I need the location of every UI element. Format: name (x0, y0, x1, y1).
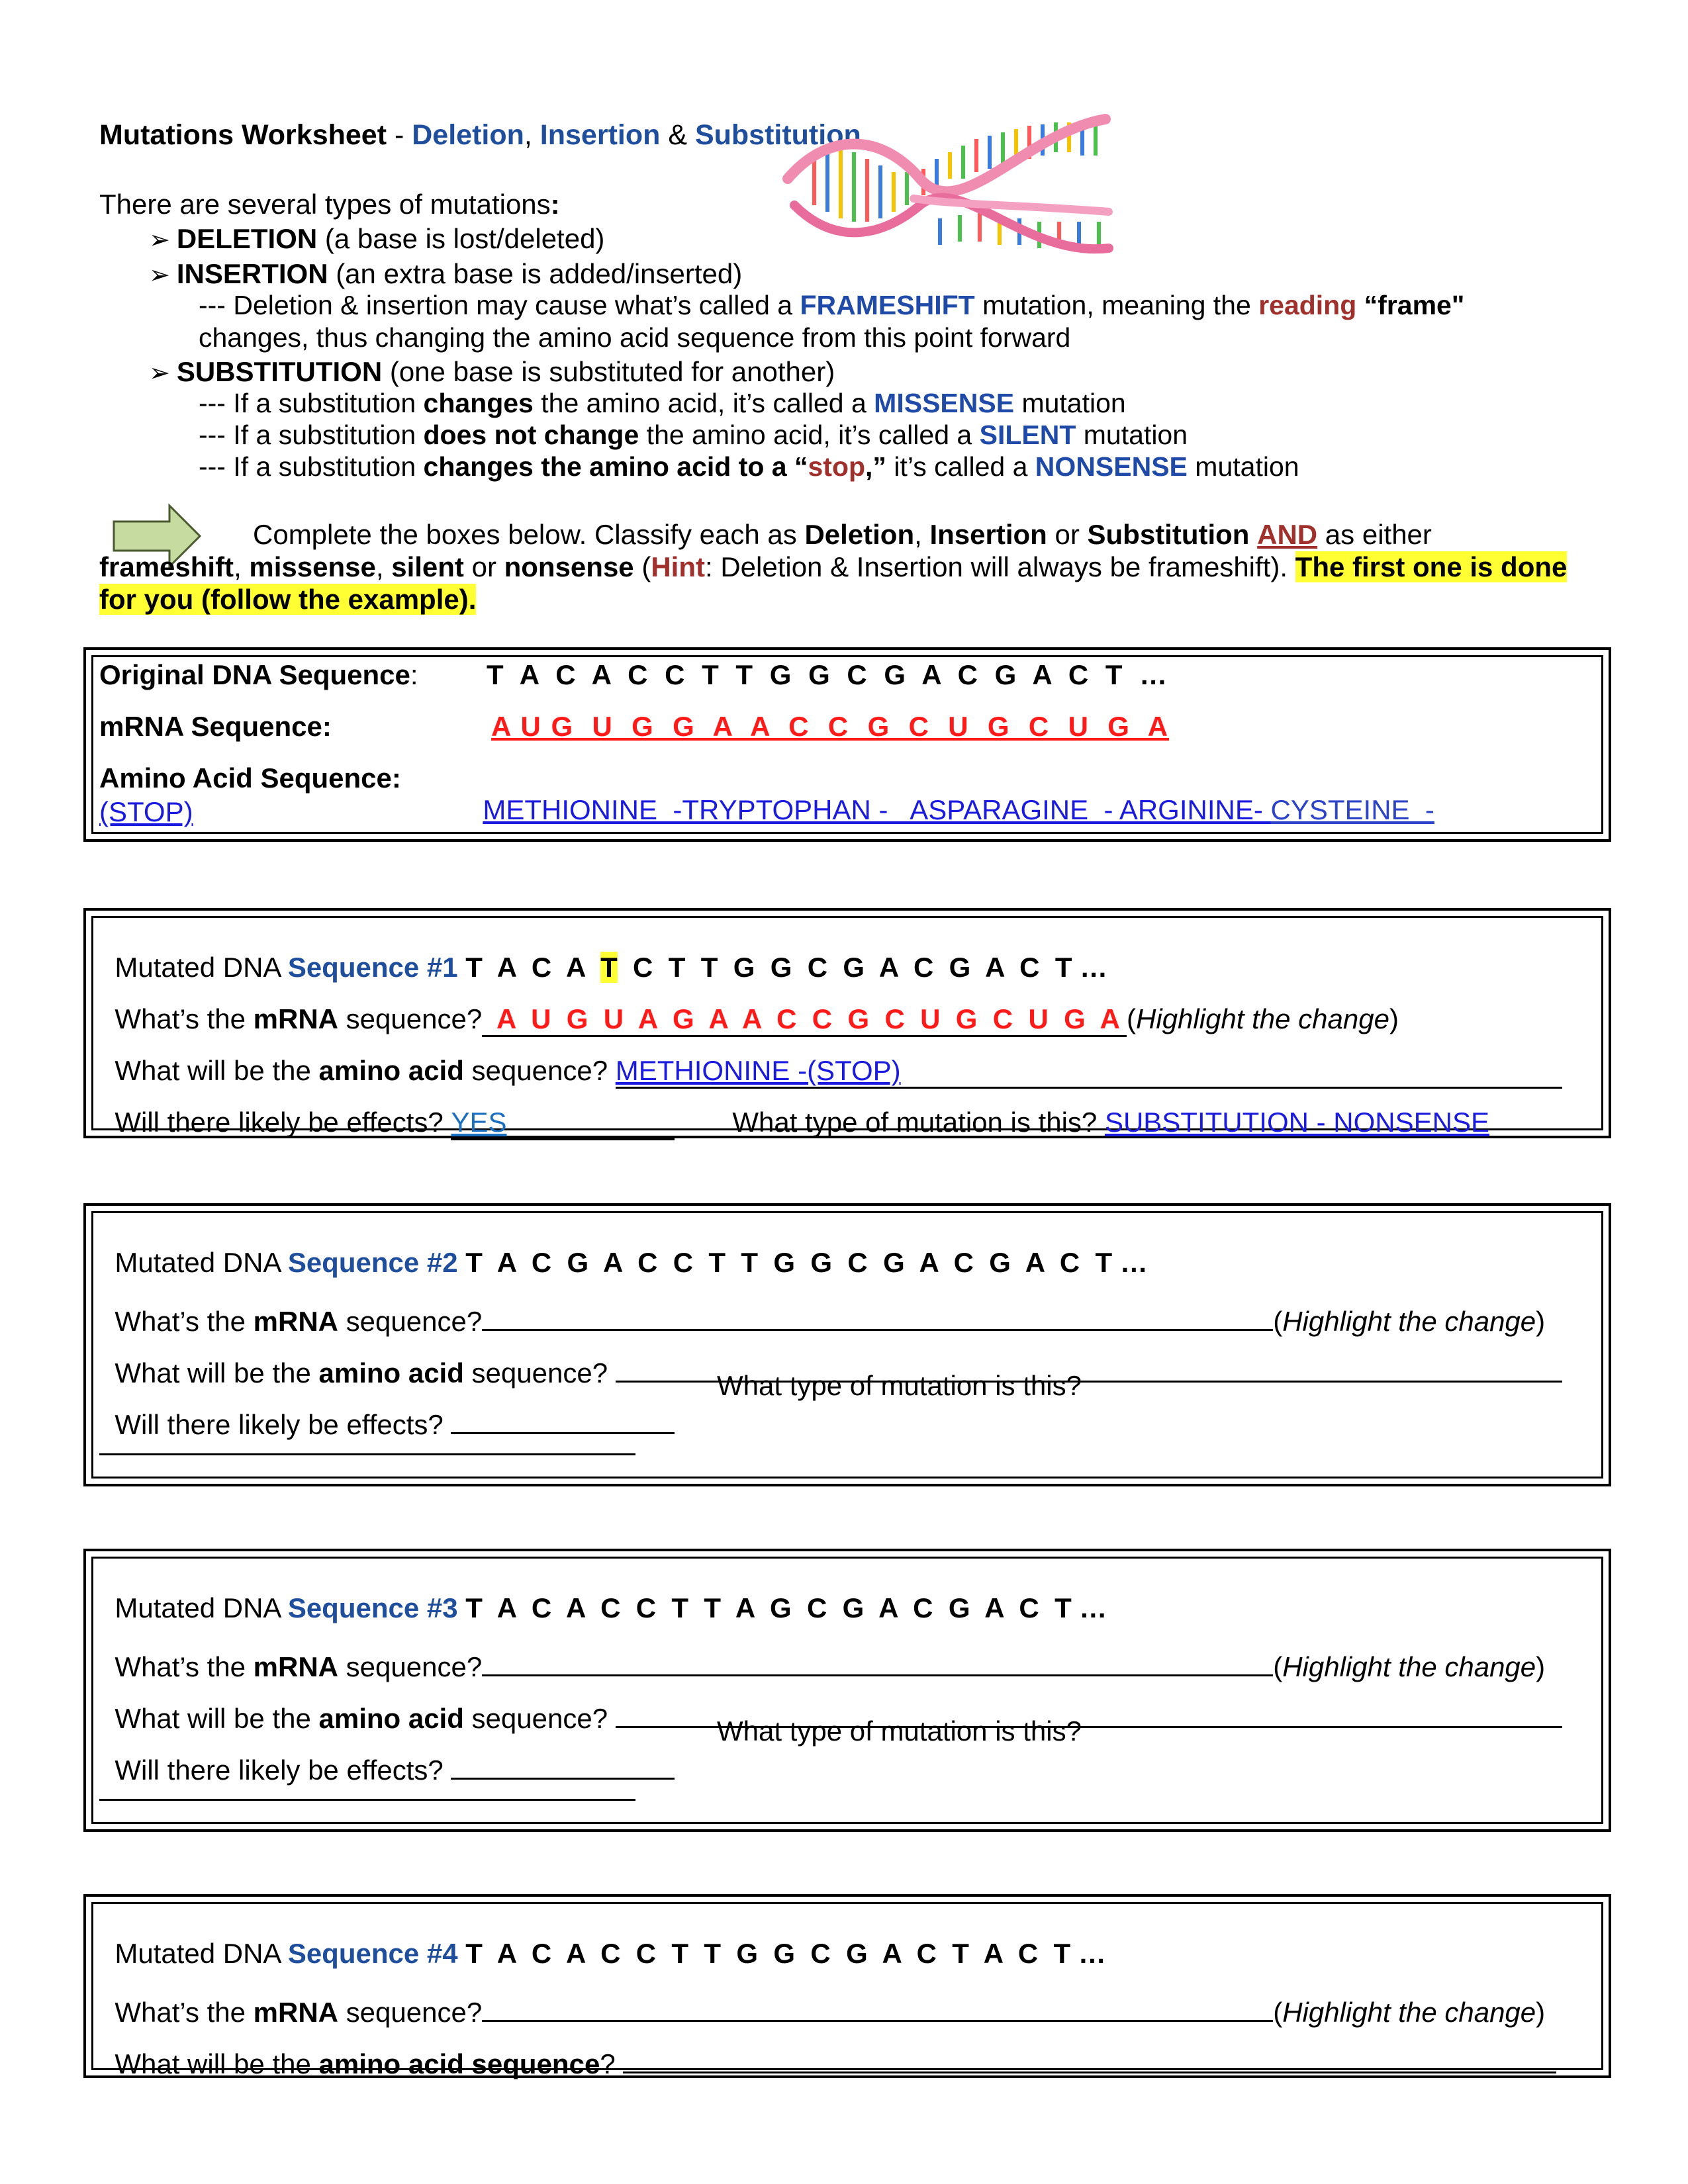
seq4-aa-blank[interactable] (623, 2041, 1556, 2073)
frameshift-note-cont: changes, thus changing the amino acid sequence from this point forward (199, 322, 1071, 353)
nonsense-note: --- If a substitution changes the amino acid to a “stop,” it’s called a NONSENSE mutation (199, 451, 1299, 482)
seq3-effects-row: Will there likely be effects? (99, 1715, 675, 1786)
seq4-aa-row: What will be the amino acid sequence? (99, 2009, 1556, 2080)
seq2-mrna-row: What’s the mRNA sequence? (Highlight the change) (99, 1267, 1545, 1338)
bullet-substitution: ➢ SUBSTITUTION (one base is substituted for another) (149, 356, 835, 387)
seq2-effects-row: Will there likely be effects? (99, 1370, 675, 1441)
seq1-mrna-answer[interactable]: A U G U A G A A C C G C U G C U G A (482, 1003, 1127, 1037)
seq3-aa-row: What will be the amino acid sequence? (99, 1664, 1562, 1735)
original-dna-row: Original DNA Sequence: (99, 659, 418, 690)
seq1-mrna-row: What’s the mRNA sequence? A U G U A G A A C C G C U G C U G A (Highlight the change) (99, 972, 1399, 1037)
frameshift-note: --- Deletion & insertion may cause what’s called a FRAMESHIFT mutation, meaning the reading “frame" (199, 290, 1465, 320)
seq1-effects-answer[interactable]: YES (451, 1107, 675, 1140)
silent-note: --- If a substitution does not change the amino acid, it’s called a SILENT mutation (199, 420, 1188, 450)
original-aa-sequence-cont: (STOP) (99, 796, 193, 827)
intro-lead: There are several types of mutations: (99, 189, 560, 220)
original-aa-sequence: METHIONINE -TRYPTOPHAN - ASPARAGINE - ARGININE- CYSTEINE - (483, 794, 1434, 825)
seq3-dna-row: Mutated DNA Sequence #3 T A C A C C T T A G C G A C G A C T … (115, 1592, 1107, 1623)
seq2-dna-row: Mutated DNA Sequence #2 T A C G A C C T T G G C G A C G A C T … (115, 1247, 1148, 1278)
bullet-deletion: ➢ DELETION (a base is lost/deleted) (149, 223, 605, 254)
seq4-dna-row: Mutated DNA Sequence #4 T A C A C C T T G G C G A C T A C T … (115, 1938, 1106, 1969)
page-title: Mutations Worksheet - Deletion, Insertion & Substitution (99, 119, 861, 151)
seq1-aa-row: What will be the amino acid sequence? METHIONINE -(STOP) (99, 1023, 1562, 1089)
arrow-bullet-icon: ➢ (149, 359, 170, 387)
arrow-bullet-icon: ➢ (149, 261, 170, 289)
seq2-type-row: What type of mutation is this? (717, 1370, 1082, 1401)
seq2-type-blank[interactable] (99, 1423, 635, 1455)
instructions-line1: Complete the boxes below. Classify each as Deletion, Insertion or Substitution AND as either (253, 519, 1432, 550)
seq1-effects-row: Will there likely be effects? YES (99, 1075, 675, 1140)
seq3-type-row: What type of mutation is this? (717, 1715, 1082, 1747)
seq2-aa-row: What will be the amino acid sequence? (99, 1318, 1562, 1389)
instructions-line3: for you (follow the example). (99, 584, 477, 615)
dna-helix-illustration (774, 106, 1119, 265)
seq4-mrna-row: What’s the mRNA sequence? (Highlight the change) (99, 1958, 1545, 2028)
seq1-aa-answer[interactable]: METHIONINE -(STOP) (616, 1055, 1562, 1089)
original-mrna-label: mRNA Sequence: (99, 711, 332, 742)
arrow-bullet-icon: ➢ (149, 226, 170, 254)
seq3-mrna-row: What’s the mRNA sequence? (Highlight the change) (99, 1612, 1545, 1683)
missense-note: --- If a substitution changes the amino acid, it’s called a MISSENSE mutation (199, 388, 1126, 418)
seq1-type-row: What type of mutation is this? SUBSTITUTION - NONSENSE (732, 1107, 1489, 1138)
bullet-insertion: ➢ INSERTION (an extra base is added/inserted) (149, 258, 743, 289)
instructions-line2: frameshift, missense, silent or nonsense (Hint: Deletion & Insertion will always be frameshift). The first one is done (99, 551, 1568, 582)
original-aa-label: Amino Acid Sequence: (99, 762, 401, 794)
seq1-type-answer[interactable]: SUBSTITUTION - NONSENSE (1104, 1107, 1489, 1138)
seq3-type-blank[interactable] (99, 1768, 635, 1801)
original-mrna-sequence: A U G U G G A A C C G C U G C U G A (491, 711, 1170, 742)
seq1-dna-row: Mutated DNA Sequence #1 T A C A T C T T G G C G A C G A C T … (115, 952, 1108, 983)
original-dna-sequence: T A C A C C T T G G C G A C G A C T … (487, 659, 1168, 690)
